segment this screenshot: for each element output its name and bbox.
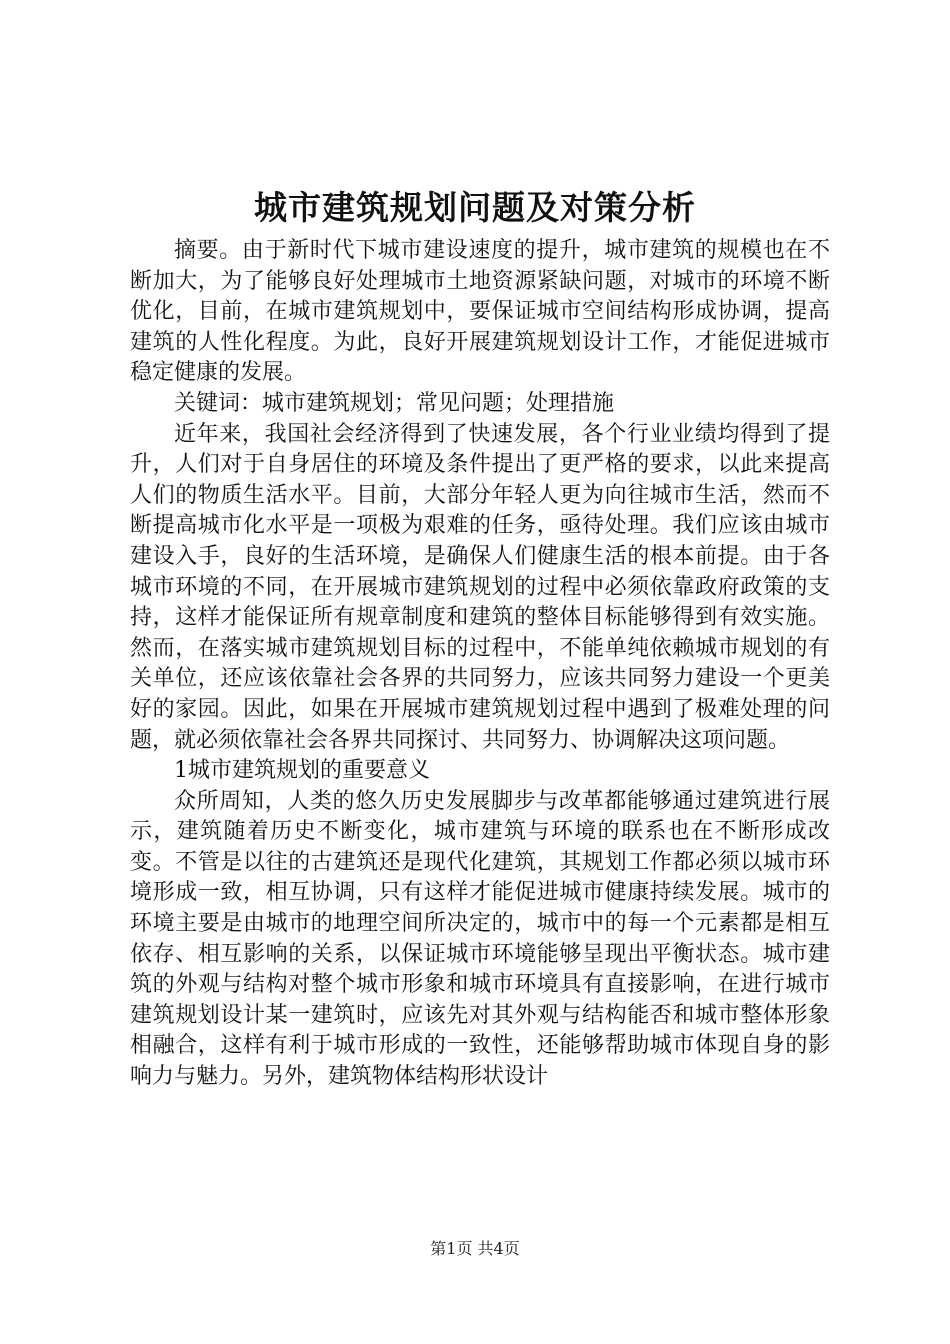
document-body xyxy=(130,236,830,1093)
section-paragraph: 众所周知，人类的悠久历史发展脚步与改革都能够通过建筑进行展示，建筑随着历史不断变化，城市建筑与环境的联系也在不断形成改变。不管是以往的古建筑还是现代化建筑，其规划工作都必须以城市环境形成一致，相互协调，只有这样才能促进城市健康持续发展。城市的环境主要是由城市的地理空间所决定的，城市中的每一个元素都是相互依存、相互影响的关系，以保证城市环境能够呈现出平衡状态。城市建筑的外观与结构对整个城市形象和城市环境具有直接影响，在进行城市建筑规划设计某一建筑时，应该先对其外观与结构能否和城市整体形象相融合，这样有利于城市形成的一致性，还能够帮助城市体现自身的影响力与魅力。另外，建筑物体结构形状设计 xyxy=(130,788,830,1090)
section-heading: 1城市建筑规划的重要意义 xyxy=(174,758,430,784)
page-number-footer: 第1页 共4页 xyxy=(430,1239,520,1258)
intro-paragraph: 近年来，我国社会经济得到了快速发展，各个行业业绩均得到了提升，人们对于自身居住的环境及条件提出了更严格的要求，以此来提高人们的物质生活水平。目前，大部分年轻人更为向往城市生活，然而不断提高城市化水平是一项极为艰难的任务，亟待处理。我们应该由城市建设入手，良好的生活环境，是确保人们健康生活的根本前提。由于各城市环境的不同，在开展城市建筑规划的过程中必须依靠政府政策的支持，这样才能保证所有规章制度和建筑的整体目标能够得到有效实施。然而，在落实城市建筑规划目标的过程中，不能单纯依赖城市规划的有关单位，还应该依靠社会各界的共同努力，应该共同努力建设一个更美好的家园。因此，如果在开展城市建筑规划过程中遇到了极难处理的问题，就必须依靠社会各界共同探讨、共同努力、协调解决这项问题。 xyxy=(130,421,830,753)
document-title: 城市建筑规划问题及对策分析 xyxy=(254,188,696,227)
keywords-paragraph: 关键词：城市建筑规划；常见问题；处理措施 xyxy=(174,390,615,416)
abstract-paragraph: 摘要。由于新时代下城市建设速度的提升，城市建筑的规模也在不断加大，为了能够良好处理城市土地资源紧缺问题，对城市的环境不断优化，目前，在城市建筑规划中，要保证城市空间结构形成协调，提高建筑的人性化程度。为此，良好开展建筑规划设计工作，才能促进城市稳定健康的发展。 xyxy=(130,238,830,386)
